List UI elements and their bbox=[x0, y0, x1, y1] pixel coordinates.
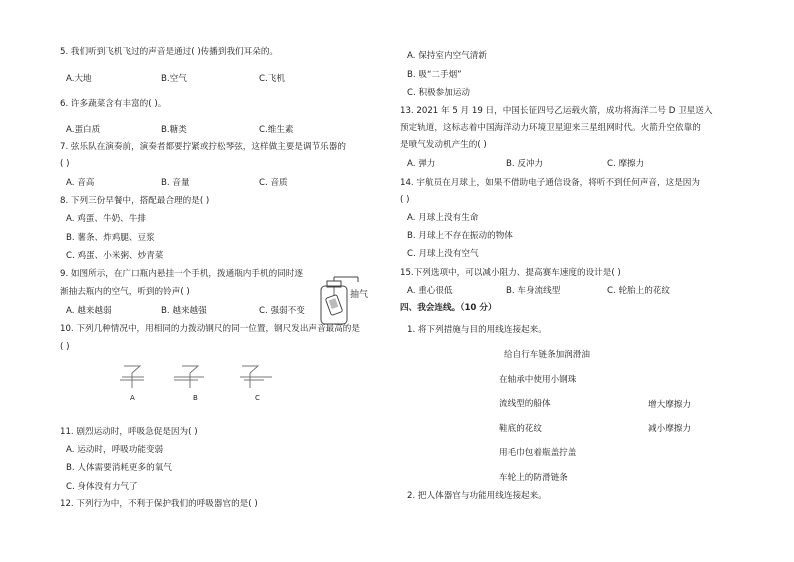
q7-option-c[interactable]: C. 音质 bbox=[259, 178, 288, 188]
q8-option-a[interactable]: A. 鸡蛋、牛奶、牛排 bbox=[66, 214, 146, 224]
q11-option-a[interactable]: A. 运动时，呼吸功能变弱 bbox=[66, 445, 164, 455]
q15-option-c[interactable]: C. 轮胎上的花纹 bbox=[607, 286, 671, 296]
q9-option-b[interactable]: B. 越来越强 bbox=[161, 306, 207, 316]
q6-option-b[interactable]: B.糖类 bbox=[161, 125, 187, 135]
match-item-2[interactable]: 在轴承中使用小钢珠 bbox=[499, 375, 577, 385]
q8-stem: 8. 下列三份早餐中，搭配最合理的是( ) bbox=[60, 196, 210, 206]
figure-label-b: B bbox=[193, 394, 198, 402]
q13-option-a[interactable]: A. 弹力 bbox=[407, 159, 436, 169]
figure-label-a: A bbox=[130, 394, 135, 402]
q5-option-a[interactable]: A.大地 bbox=[66, 74, 92, 84]
q11-option-c[interactable]: C. 身体没有力气了 bbox=[66, 482, 138, 492]
q11-stem: 11. 剧烈运动时，呼吸急促是因为( ) bbox=[60, 427, 198, 437]
q14-stem-line1: 14. 宇航员在月球上，如果不借助电子通信设备，将听不到任何声音，这是因为 bbox=[400, 178, 700, 188]
q14-option-a[interactable]: A. 月球上没有生命 bbox=[407, 213, 479, 223]
q12-option-a[interactable]: A. 保持室内空气清新 bbox=[407, 51, 487, 61]
q9-stem-line2: 渐抽去瓶内的空气，听到的铃声( ) bbox=[60, 287, 190, 297]
q13-option-b[interactable]: B. 反冲力 bbox=[506, 159, 544, 169]
q10-stem-line1: 10. 下列几种情况中，用相同的力拨动钢尺的同一位置，钢尺发出声音最高的是 bbox=[60, 324, 360, 334]
q10-stem-line2: ( ) bbox=[60, 342, 70, 352]
q15-option-a[interactable]: A. 重心很低 bbox=[407, 286, 453, 296]
q15-option-b[interactable]: B. 车身流线型 bbox=[506, 286, 561, 296]
q9-option-c[interactable]: C. 强弱不变 bbox=[259, 306, 305, 316]
q13-stem-line2: 预定轨道，这标志着中国海洋动力环境卫星迎来三星组网时代。火箭升空依靠的 bbox=[400, 123, 701, 133]
q6-stem: 6. 许多蔬菜含有丰富的( )。 bbox=[60, 99, 167, 109]
q14-option-b[interactable]: B. 月球上不存在振动的物体 bbox=[407, 231, 513, 241]
q6-option-c[interactable]: C.维生素 bbox=[259, 125, 294, 135]
q7-stem-line2: ( ) bbox=[60, 159, 70, 169]
q15-stem: 15.下列选项中，可以减小阻力、提高赛车速度的设计是( ) bbox=[400, 268, 621, 278]
q5-option-c[interactable]: C.飞机 bbox=[259, 74, 285, 84]
match-item-3[interactable]: 流线型的船体 bbox=[499, 399, 551, 409]
match-item-6[interactable]: 车轮上的防滑链条 bbox=[499, 473, 568, 483]
q7-option-a[interactable]: A. 音高 bbox=[66, 178, 95, 188]
ruler-figures bbox=[118, 362, 278, 390]
q9-stem-line1: 9. 如图所示，在广口瓶内悬挂一个手机，拨通瓶内手机的同时逐 bbox=[60, 269, 303, 279]
q6-option-a[interactable]: A.蛋白质 bbox=[66, 125, 101, 135]
q9-option-a[interactable]: A. 越来越弱 bbox=[66, 306, 112, 316]
jar-phone-figure bbox=[318, 276, 380, 326]
match-target-increase-friction[interactable]: 增大摩擦力 bbox=[648, 400, 691, 410]
q11-option-b[interactable]: B. 人体需要消耗更多的氧气 bbox=[66, 463, 172, 473]
q14-stem-line2: ( ) bbox=[400, 195, 410, 205]
match-item-4[interactable]: 鞋底的花纹 bbox=[499, 424, 542, 434]
q12-option-c[interactable]: C. 积极参加运动 bbox=[407, 88, 471, 98]
q5-stem: 5. 我们听到飞机飞过的声音是通过( )传播到我们耳朵的。 bbox=[60, 47, 279, 57]
q12-stem: 12. 下列行为中，不利于保护我们的呼吸器官的是( ) bbox=[60, 499, 258, 509]
pump-air-label: 抽气 bbox=[350, 290, 369, 300]
q12-option-b[interactable]: B. 吸“二手烟” bbox=[407, 70, 462, 80]
q8-option-b[interactable]: B. 薯条、炸鸡腿、豆浆 bbox=[66, 233, 155, 243]
match-target-decrease-friction[interactable]: 减小摩擦力 bbox=[648, 424, 691, 434]
q5-option-b[interactable]: B.空气 bbox=[161, 74, 187, 84]
q7-stem-line1: 7. 弦乐队在演奏前，演奏者都要拧紧或拧松琴弦，这样做主要是调节乐器的 bbox=[60, 142, 346, 152]
q13-stem-line3: 是喷气发动机产生的( ) bbox=[400, 140, 487, 150]
q13-stem-line1: 13. 2021 年 5 月 19 日，中国长征四号乙运载火箭，成功将海洋二号 D 卫星送入 bbox=[400, 106, 713, 116]
figure-label-c: C bbox=[255, 394, 260, 402]
matching-1-stem: 1. 将下列措施与目的用线连接起来。 bbox=[407, 325, 547, 335]
match-item-5[interactable]: 用毛巾包着瓶盖拧盖 bbox=[499, 448, 577, 458]
match-item-1[interactable]: 给自行车链条加润滑油 bbox=[504, 350, 590, 360]
q14-option-c[interactable]: C. 月球上没有空气 bbox=[407, 249, 479, 259]
section-four-title: 四、我会连线。（10 分） bbox=[400, 303, 497, 313]
q8-option-c[interactable]: C. 鸡蛋、小米粥、炒青菜 bbox=[66, 251, 164, 261]
matching-2-stem: 2. 把人体器官与功能用线连接起来。 bbox=[407, 491, 547, 501]
q7-option-b[interactable]: B. 音量 bbox=[161, 178, 190, 188]
q13-option-c[interactable]: C. 摩擦力 bbox=[607, 159, 645, 169]
